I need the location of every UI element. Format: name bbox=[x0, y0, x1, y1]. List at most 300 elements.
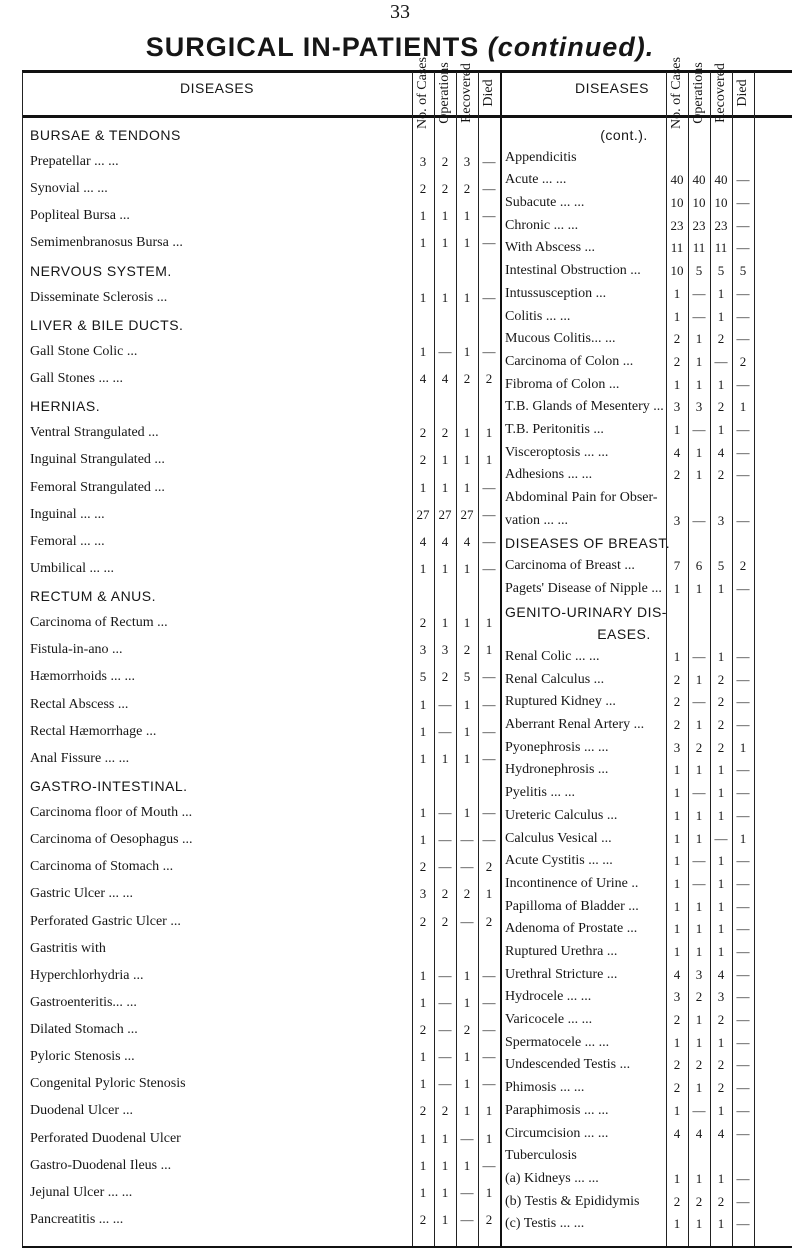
cell-died: — bbox=[736, 172, 750, 188]
disease-label: Femoral ... ... bbox=[30, 533, 105, 549]
disease-label: Renal Colic ... ... bbox=[505, 648, 600, 664]
table-row bbox=[0, 1058, 800, 1072]
cell-recovered: 1 bbox=[717, 762, 725, 778]
cell-died: — bbox=[736, 1102, 750, 1118]
cell-died: — bbox=[736, 376, 750, 392]
cell-recovered: 10 bbox=[714, 195, 728, 211]
cell-recovered: 1 bbox=[717, 875, 725, 891]
cell-cases: 23 bbox=[670, 217, 684, 233]
cell-died: — bbox=[736, 943, 750, 959]
section-label: LIVER & BILE DUCTS. bbox=[30, 316, 184, 333]
cell-recovered: 1 bbox=[463, 696, 471, 712]
header-label: Operations bbox=[691, 62, 706, 124]
cell-died: — bbox=[736, 898, 750, 914]
cell-operations: 1 bbox=[695, 1080, 703, 1096]
cell-recovered: 2 bbox=[717, 717, 725, 733]
header-label: Died bbox=[735, 79, 750, 107]
cell-operations: 1 bbox=[441, 479, 449, 495]
table-row bbox=[0, 151, 800, 165]
cell-died: — bbox=[482, 479, 496, 495]
cell-recovered: 1 bbox=[463, 1076, 471, 1092]
table-row bbox=[0, 400, 800, 414]
section-label: RECTUM & ANUS. bbox=[30, 588, 157, 605]
cell-cases: 1 bbox=[673, 853, 681, 869]
table-row bbox=[0, 1217, 800, 1231]
cell-operations: 2 bbox=[441, 154, 449, 170]
cell-died: 2 bbox=[485, 371, 493, 387]
disease-label: Hæmorrhoids ... ... bbox=[30, 669, 135, 685]
cell-died: 1 bbox=[739, 830, 747, 846]
cell-operations: — bbox=[438, 859, 452, 875]
cell-operations: 2 bbox=[441, 886, 449, 902]
cell-recovered: 1 bbox=[463, 994, 471, 1010]
cell-died: 1 bbox=[739, 739, 747, 755]
table-row bbox=[0, 1195, 800, 1209]
disease-label: T.B. Peritonitis ... bbox=[505, 422, 604, 438]
cell-operations: — bbox=[692, 694, 706, 710]
section-label: HERNIAS. bbox=[30, 398, 101, 415]
section-heading bbox=[0, 627, 800, 641]
cell-recovered: 1 bbox=[717, 308, 725, 324]
disease-label: Pancreatitis ... ... bbox=[30, 1211, 124, 1227]
section-label: GASTRO-INTESTINAL. bbox=[30, 777, 188, 794]
cell-died: 1 bbox=[485, 1184, 493, 1200]
cell-recovered: 1 bbox=[717, 785, 725, 801]
disease-label: Dilated Stomach ... bbox=[30, 1022, 138, 1038]
cell-died: — bbox=[736, 921, 750, 937]
cell-cases: 1 bbox=[673, 875, 681, 891]
cell-operations: 1 bbox=[441, 235, 449, 251]
cell-recovered: 1 bbox=[717, 1216, 725, 1232]
cell-recovered: 2 bbox=[463, 1022, 471, 1038]
cell-died: — bbox=[736, 853, 750, 869]
cell-recovered: 2 bbox=[717, 1080, 725, 1096]
cell-cases: 10 bbox=[670, 195, 684, 211]
disease-label: Paraphimosis ... ... bbox=[505, 1102, 609, 1118]
cell-cases: 1 bbox=[419, 1049, 427, 1065]
table-row bbox=[0, 468, 800, 482]
cell-operations: 1 bbox=[695, 1216, 703, 1232]
disease-label: Inguinal ... ... bbox=[30, 506, 105, 522]
cell-cases: 1 bbox=[673, 1216, 681, 1232]
cell-operations: 23 bbox=[692, 217, 706, 233]
cell-operations: — bbox=[438, 994, 452, 1010]
cell-operations: 2 bbox=[441, 669, 449, 685]
cell-cases: 1 bbox=[419, 994, 427, 1010]
cell-died: — bbox=[736, 1034, 750, 1050]
cell-recovered: 1 bbox=[717, 648, 725, 664]
cell-recovered: — bbox=[460, 1130, 474, 1146]
header-label: Recovered bbox=[459, 63, 474, 123]
cell-operations: — bbox=[438, 1022, 452, 1038]
table-row bbox=[0, 332, 800, 346]
cell-operations: — bbox=[692, 422, 706, 438]
section-heading bbox=[0, 533, 800, 552]
cell-recovered: 1 bbox=[463, 479, 471, 495]
table-row bbox=[0, 219, 800, 233]
cell-died: 1 bbox=[739, 399, 747, 415]
cell-recovered: 5 bbox=[463, 669, 471, 685]
cell-operations: — bbox=[438, 696, 452, 712]
cell-died: 5 bbox=[739, 263, 747, 279]
disease-label: Acute ... ... bbox=[505, 172, 567, 188]
disease-label: Rectal Abscess ... bbox=[30, 696, 129, 712]
cell-recovered: 27 bbox=[460, 506, 474, 522]
header-operations-right bbox=[688, 62, 710, 124]
column-rule bbox=[688, 72, 689, 1246]
cell-operations: 1 bbox=[695, 1034, 703, 1050]
cell-died: — bbox=[736, 331, 750, 347]
cell-recovered: 1 bbox=[463, 1157, 471, 1173]
cell-cases: 2 bbox=[419, 913, 427, 929]
cell-died: — bbox=[482, 181, 496, 197]
table-row bbox=[0, 945, 800, 959]
cell-died: 2 bbox=[485, 859, 493, 875]
cell-operations: 1 bbox=[441, 452, 449, 468]
cell-cases: 1 bbox=[419, 343, 427, 359]
disease-label: (a) Kidneys ... ... bbox=[505, 1170, 599, 1186]
cell-died: — bbox=[736, 989, 750, 1005]
cell-died: — bbox=[482, 832, 496, 848]
disease-label: Disseminate Sclerosis ... bbox=[30, 289, 168, 305]
section-label: NERVOUS SYSTEM. bbox=[30, 262, 172, 279]
disease-label: Congenital Pyloric Stenosis bbox=[30, 1076, 186, 1092]
cell-cases: 1 bbox=[419, 1076, 427, 1092]
cell-recovered: 1 bbox=[463, 750, 471, 766]
cell-operations: — bbox=[692, 308, 706, 324]
cell-recovered: 2 bbox=[717, 739, 725, 755]
table-row bbox=[0, 287, 800, 301]
table-row bbox=[0, 514, 800, 528]
cell-cases: 1 bbox=[419, 1157, 427, 1173]
cell-recovered: 1 bbox=[717, 943, 725, 959]
cell-cases: 3 bbox=[673, 739, 681, 755]
cell-recovered: 1 bbox=[717, 580, 725, 596]
cell-operations: 1 bbox=[441, 1157, 449, 1173]
cell-recovered: 1 bbox=[463, 615, 471, 631]
cell-cases: 2 bbox=[673, 694, 681, 710]
cell-died: — bbox=[482, 560, 496, 576]
title-main: SURGICAL IN-PATIENTS bbox=[145, 32, 480, 62]
table-row bbox=[0, 990, 800, 1004]
cell-cases: 1 bbox=[673, 1034, 681, 1050]
cell-died: — bbox=[736, 762, 750, 778]
table-row bbox=[0, 854, 800, 868]
table-row bbox=[0, 1036, 800, 1050]
table-row bbox=[0, 491, 800, 505]
cell-cases: 2 bbox=[673, 331, 681, 347]
disease-label: Semimenbranosus Bursa ... bbox=[30, 235, 183, 251]
cell-recovered: 1 bbox=[717, 898, 725, 914]
disease-label: Rectal Hæmorrhage ... bbox=[30, 723, 157, 739]
column-rule bbox=[666, 72, 667, 1246]
cell-died: 2 bbox=[485, 913, 493, 929]
cell-died: — bbox=[736, 1080, 750, 1096]
cell-recovered: 1 bbox=[463, 560, 471, 576]
cell-died: — bbox=[736, 422, 750, 438]
cell-died: — bbox=[736, 694, 750, 710]
cell-died: — bbox=[482, 289, 496, 305]
cell-recovered: 1 bbox=[717, 1034, 725, 1050]
cell-cases: 1 bbox=[419, 750, 427, 766]
cell-cases: 1 bbox=[673, 285, 681, 301]
cell-operations: 3 bbox=[695, 966, 703, 982]
disease-label: Subacute ... ... bbox=[505, 195, 585, 211]
cell-cases: 1 bbox=[673, 807, 681, 823]
disease-label: Varicocele ... ... bbox=[505, 1012, 593, 1028]
cell-recovered: 5 bbox=[717, 263, 725, 279]
cell-operations: 1 bbox=[695, 331, 703, 347]
cell-cases: 1 bbox=[673, 648, 681, 664]
cell-recovered: 23 bbox=[714, 217, 728, 233]
table-row bbox=[0, 423, 800, 437]
cell-died: — bbox=[736, 717, 750, 733]
cell-cases: 1 bbox=[673, 308, 681, 324]
header-label: Recovered bbox=[713, 63, 728, 123]
table-row bbox=[0, 446, 800, 460]
disease-label: Carcinoma of Colon ... bbox=[505, 353, 634, 369]
cell-operations: 1 bbox=[695, 807, 703, 823]
cell-died: — bbox=[482, 1022, 496, 1038]
cell-operations: 2 bbox=[441, 913, 449, 929]
cell-died: — bbox=[482, 154, 496, 170]
cell-recovered: — bbox=[460, 1184, 474, 1200]
table-row bbox=[0, 900, 800, 914]
cell-died: — bbox=[736, 580, 750, 596]
disease-label: (c) Testis ... ... bbox=[505, 1216, 585, 1232]
cell-recovered: 1 bbox=[717, 1170, 725, 1186]
table-row bbox=[0, 922, 800, 936]
cell-died: — bbox=[482, 805, 496, 821]
cell-recovered: 4 bbox=[717, 966, 725, 982]
cell-operations: 3 bbox=[441, 642, 449, 658]
cell-cases: 4 bbox=[419, 371, 427, 387]
cell-operations: 1 bbox=[695, 671, 703, 687]
disease-label: Umbilical ... ... bbox=[30, 560, 114, 576]
disease-label: Ruptured Kidney ... bbox=[505, 694, 616, 710]
column-rule bbox=[478, 72, 479, 1246]
cell-died: — bbox=[736, 1125, 750, 1141]
cell-died: 1 bbox=[485, 886, 493, 902]
disease-label: Renal Calculus ... bbox=[505, 671, 605, 687]
disease-label: Carcinoma floor of Mouth ... bbox=[30, 805, 193, 821]
cell-cases: 11 bbox=[670, 240, 684, 256]
cell-recovered: 1 bbox=[463, 967, 471, 983]
disease-label: Hydronephrosis ... bbox=[505, 762, 609, 778]
cell-cases: 2 bbox=[673, 671, 681, 687]
header-cases-left bbox=[412, 57, 434, 129]
cell-operations: 1 bbox=[695, 444, 703, 460]
disease-label: Gastroenteritis... ... bbox=[30, 994, 137, 1010]
cell-died: — bbox=[482, 506, 496, 522]
table-row bbox=[0, 741, 800, 755]
cell-operations: 2 bbox=[441, 425, 449, 441]
cell-recovered: 4 bbox=[463, 533, 471, 549]
cell-operations: 1 bbox=[441, 1184, 449, 1200]
cell-cases: 1 bbox=[419, 696, 427, 712]
disease-label: Visceroptosis ... ... bbox=[505, 444, 609, 460]
cell-recovered: 1 bbox=[463, 425, 471, 441]
cell-cases: 2 bbox=[419, 1103, 427, 1119]
disease-label: Fistula-in-ano ... bbox=[30, 642, 123, 658]
table-row bbox=[0, 196, 800, 210]
cell-cases: 2 bbox=[419, 181, 427, 197]
cell-operations: — bbox=[438, 805, 452, 821]
disease-label: Spermatocele ... ... bbox=[505, 1034, 610, 1050]
disease-label: Popliteal Bursa ... bbox=[30, 208, 130, 224]
cell-cases: 1 bbox=[673, 1170, 681, 1186]
cell-cases: 1 bbox=[673, 943, 681, 959]
cell-operations: 27 bbox=[438, 506, 452, 522]
cell-died: — bbox=[736, 671, 750, 687]
cell-recovered: 2 bbox=[463, 886, 471, 902]
cell-operations: 1 bbox=[695, 898, 703, 914]
cell-operations: — bbox=[692, 512, 706, 528]
cell-operations: 1 bbox=[695, 921, 703, 937]
cell-recovered: — bbox=[460, 913, 474, 929]
disease-label: Carcinoma of Oesophagus ... bbox=[30, 832, 193, 848]
cell-died: — bbox=[482, 208, 496, 224]
cell-recovered: 2 bbox=[717, 1193, 725, 1209]
cell-operations: 1 bbox=[695, 943, 703, 959]
cell-operations: — bbox=[438, 1076, 452, 1092]
cell-cases: 1 bbox=[419, 479, 427, 495]
disease-label: T.B. Glands of Mesentery ... bbox=[505, 399, 664, 415]
cell-operations: 10 bbox=[692, 195, 706, 211]
cell-operations: — bbox=[438, 723, 452, 739]
table-row bbox=[0, 763, 800, 777]
cell-cases: 1 bbox=[673, 921, 681, 937]
table-row bbox=[0, 559, 800, 573]
cell-cases: 1 bbox=[419, 1184, 427, 1200]
cell-operations: 1 bbox=[695, 1012, 703, 1028]
cell-recovered: 1 bbox=[717, 853, 725, 869]
section-label: BURSAE & TENDONS bbox=[30, 127, 181, 143]
cell-operations: — bbox=[692, 1102, 706, 1118]
cell-recovered: — bbox=[714, 353, 728, 369]
disease-label: Hyperchlorhydria ... bbox=[30, 967, 144, 983]
disease-label: Hydrocele ... ... bbox=[505, 989, 592, 1005]
disease-label: Adhesions ... ... bbox=[505, 467, 593, 483]
cell-recovered: 1 bbox=[463, 805, 471, 821]
cell-recovered: 5 bbox=[717, 558, 725, 574]
header-cases-right bbox=[666, 57, 688, 129]
table-row bbox=[0, 1149, 800, 1163]
cell-cases: 1 bbox=[419, 289, 427, 305]
cell-operations: 2 bbox=[695, 1193, 703, 1209]
table-row bbox=[0, 786, 800, 800]
cell-operations: 5 bbox=[695, 263, 703, 279]
cell-died: — bbox=[482, 533, 496, 549]
cell-operations: 3 bbox=[695, 399, 703, 415]
disease-label: Carcinoma of Stomach ... bbox=[30, 859, 174, 875]
cell-cases: 1 bbox=[419, 1130, 427, 1146]
cell-died: — bbox=[736, 444, 750, 460]
header-label: Died bbox=[481, 79, 496, 107]
cell-operations: 1 bbox=[695, 580, 703, 596]
cell-recovered: 1 bbox=[717, 422, 725, 438]
cell-cases: 2 bbox=[419, 859, 427, 875]
cell-died: 1 bbox=[485, 452, 493, 468]
disease-label: Carcinoma of Breast ... bbox=[505, 558, 635, 574]
disease-label: Abdominal Pain for Obser- bbox=[505, 490, 658, 506]
cell-operations: 1 bbox=[695, 762, 703, 778]
cell-recovered: — bbox=[714, 830, 728, 846]
table-row bbox=[0, 832, 800, 846]
cell-cases: 2 bbox=[419, 1211, 427, 1227]
cell-died: — bbox=[482, 723, 496, 739]
disease-label: Undescended Testis ... bbox=[505, 1057, 631, 1073]
cell-died: — bbox=[736, 1012, 750, 1028]
cell-operations: — bbox=[692, 853, 706, 869]
disease-label: Pyonephrosis ... ... bbox=[505, 739, 609, 755]
cell-recovered: 2 bbox=[463, 371, 471, 387]
cell-cases: 2 bbox=[673, 1057, 681, 1073]
disease-label: Incontinence of Urine .. bbox=[505, 875, 639, 891]
cell-recovered: 4 bbox=[717, 1125, 725, 1141]
cell-operations: 4 bbox=[441, 533, 449, 549]
cell-died: 1 bbox=[485, 615, 493, 631]
cell-operations: — bbox=[692, 785, 706, 801]
disease-label: With Abscess ... bbox=[505, 240, 596, 256]
cell-cases: 1 bbox=[419, 967, 427, 983]
disease-label: Inguinal Strangulated ... bbox=[30, 452, 165, 468]
table-row bbox=[0, 1104, 800, 1118]
cell-operations: — bbox=[438, 343, 452, 359]
cell-recovered: 3 bbox=[717, 512, 725, 528]
cell-cases: 4 bbox=[673, 1125, 681, 1141]
table-row bbox=[0, 264, 800, 278]
cell-cases: 1 bbox=[673, 580, 681, 596]
table-row bbox=[0, 695, 800, 709]
disease-label: Phimosis ... ... bbox=[505, 1080, 585, 1096]
cell-recovered: — bbox=[460, 859, 474, 875]
cell-operations: — bbox=[692, 648, 706, 664]
cell-cases: 1 bbox=[673, 898, 681, 914]
cell-operations: 4 bbox=[441, 371, 449, 387]
cell-cases: 40 bbox=[670, 172, 684, 188]
cell-operations: 6 bbox=[695, 558, 703, 574]
column-rule bbox=[754, 72, 755, 1246]
disease-label: Pagets' Disease of Nipple ... bbox=[505, 580, 662, 596]
cell-died: — bbox=[736, 195, 750, 211]
disease-label: Colitis ... ... bbox=[505, 308, 571, 324]
cell-died: — bbox=[482, 696, 496, 712]
cell-operations: 4 bbox=[695, 1125, 703, 1141]
cell-cases: 1 bbox=[419, 235, 427, 251]
cell-operations: — bbox=[692, 875, 706, 891]
header-died-left bbox=[478, 72, 500, 114]
header-recovered-left bbox=[456, 63, 478, 123]
cell-died: — bbox=[482, 1076, 496, 1092]
cell-recovered: — bbox=[460, 832, 474, 848]
cell-cases: 1 bbox=[673, 785, 681, 801]
cell-died: — bbox=[736, 467, 750, 483]
cell-died: — bbox=[736, 875, 750, 891]
cell-died: — bbox=[482, 1049, 496, 1065]
table-row bbox=[0, 378, 800, 392]
cell-cases: 5 bbox=[419, 669, 427, 685]
cell-died: — bbox=[736, 1170, 750, 1186]
cell-recovered: — bbox=[460, 1211, 474, 1227]
cell-cases: 4 bbox=[419, 533, 427, 549]
disease-label: vation ... ... bbox=[505, 512, 568, 528]
cell-cases: 4 bbox=[673, 444, 681, 460]
table-row bbox=[0, 1013, 800, 1027]
table-row bbox=[0, 355, 800, 369]
cell-cases: 2 bbox=[673, 1080, 681, 1096]
cell-operations: 1 bbox=[441, 615, 449, 631]
